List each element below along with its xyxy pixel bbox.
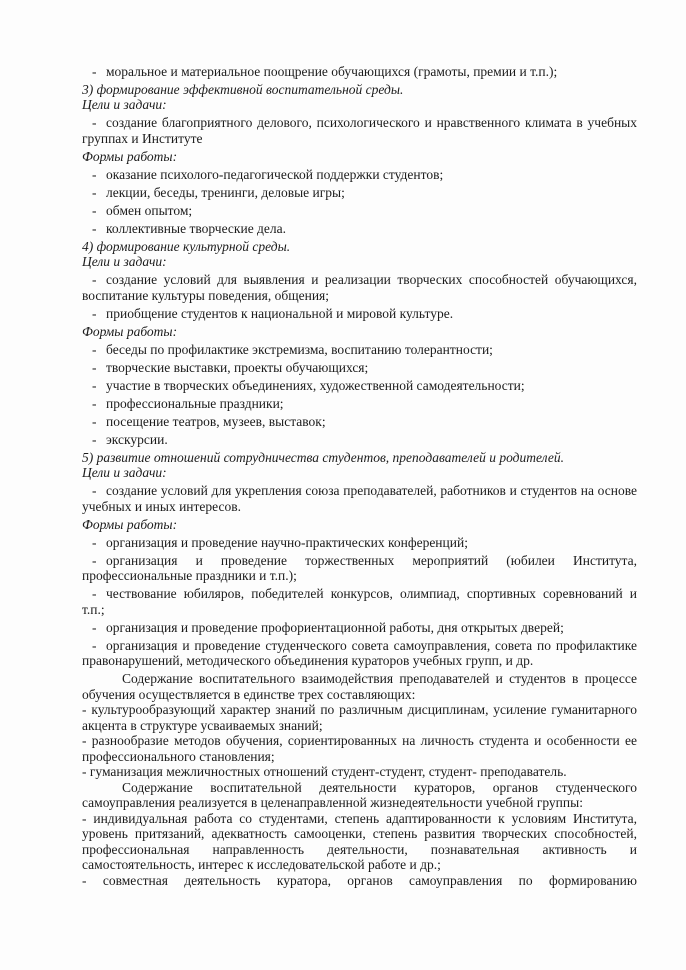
list-dash: - — [92, 220, 97, 236]
document-body — [82, 64, 637, 889]
list-dash: - — [92, 534, 97, 550]
list-dash: - — [92, 552, 97, 568]
paragraph-bullet: - беседы по профилактике экстремизма, воспитанию толерантности; — [92, 341, 493, 357]
paragraph-dash: - гуманизация межличностных отношений студент-студент, студент- преподаватель. — [82, 764, 567, 779]
paragraph-dash: - разнообразие методов обучения, сориентированных на личность студента и особенности ее профессионального становления; — [82, 733, 637, 764]
paragraph-heading-italic: 3) формирование эффективной воспитательной среды. — [82, 81, 404, 97]
list-dash: - — [92, 359, 97, 375]
list-dash: - — [92, 202, 97, 218]
paragraph-heading-italic: Цели и задачи: — [82, 97, 167, 112]
paragraph-heading-italic: 5) развитие отношений сотрудничества студентов, преподавателей и родителей. — [82, 449, 564, 465]
list-dash: - — [92, 272, 97, 287]
list-dash: - — [92, 483, 97, 498]
paragraph-bullet: - организация и проведение студенческого совета самоуправления, совета по профилактике правонарушений, методического объединения кураторов учебных групп, и др. — [82, 637, 637, 668]
paragraph-heading-italic: Цели и задачи: — [82, 465, 167, 480]
paragraph-heading-italic: Формы работы: — [82, 148, 178, 164]
paragraph-heading-italic: Формы работы: — [82, 323, 178, 339]
paragraph-heading-italic: Цели и задачи: — [82, 254, 167, 269]
paragraph-bullet: - обмен опытом; — [92, 202, 193, 218]
paragraph-heading-italic: 4) формирование культурной среды. — [82, 238, 291, 254]
paragraph-bullet: - моральное и материальное поощрение обучающихся (грамоты, премии и т.п.); — [92, 63, 558, 79]
list-dash: - — [92, 637, 97, 653]
list-dash: - — [92, 431, 97, 447]
list-dash: - — [92, 619, 97, 635]
paragraph-heading-italic: Формы работы: — [82, 516, 178, 532]
list-dash: - — [92, 341, 97, 357]
paragraph-bullet: - организация и проведение торжественных мероприятий (юбилеи Института, профессиональные праздники и т.п.); — [82, 552, 637, 583]
list-dash: - — [92, 377, 97, 393]
list-dash: - — [92, 166, 97, 182]
paragraph-dash: - совместная деятельность куратора, органов самоуправления по формированию — [82, 872, 637, 888]
paragraph-bullet: - оказание психолого-педагогической поддержки студентов; — [92, 166, 444, 182]
paragraph-bullet: - приобщение студентов к национальной и мировой культуре. — [92, 305, 454, 321]
paragraph-bullet: - организация и проведение научно-практических конференций; — [92, 534, 468, 550]
paragraph-bullet: - создание благоприятного делового, психологического и нравственного климата в учебных группах и Институте — [82, 115, 637, 146]
list-dash: - — [92, 395, 97, 411]
paragraph-indent: Содержание воспитательной деятельности кураторов, органов студенческого самоуправления реализуется в целенаправленной жизнедеятельности учебной группы: — [82, 779, 637, 810]
paragraph-bullet: - профессиональные праздники; — [92, 395, 284, 411]
list-dash: - — [92, 184, 97, 200]
paragraph-bullet: - экскурсии. — [92, 431, 168, 447]
list-dash: - — [92, 115, 97, 130]
list-dash: - — [92, 305, 97, 321]
paragraph-bullet: - создание условий для выявления и реализации творческих способностей обучающихся, воспитание культуры поведения, общения; — [82, 272, 637, 303]
paragraph-dash: - культурообразующий характер знаний по различным дисциплинам, усиление гуманитарного акцента в структуре усваиваемых знаний; — [82, 702, 637, 733]
paragraph-bullet: - чествование юбиляров, победителей конкурсов, олимпиад, спортивных соревнований и т.п.; — [82, 586, 637, 617]
paragraph-bullet: - творческие выставки, проекты обучающихся; — [92, 359, 369, 375]
paragraph-bullet: - создание условий для укрепления союза преподавателей, работников и студентов на основе учебных и иных интересов. — [82, 483, 637, 514]
paragraph-bullet: - лекции, беседы, тренинги, деловые игры; — [92, 184, 345, 200]
list-dash: - — [92, 586, 97, 601]
paragraph-bullet: - участие в творческих объединениях, художественной самодеятельности; — [92, 377, 525, 393]
list-dash: - — [92, 413, 97, 429]
list-dash: - — [92, 63, 97, 79]
paragraph-dash: - индивидуальная работа со студентами, степень адаптированности к условиям Института, уровень притязаний, адекватность самооценки, степень развития творческих способностей, профессиональная направленность деятельности, познавательная активность и самостоятельность, интерес к исследовательской работе и др.; — [82, 810, 637, 872]
paragraph-bullet: - коллективные творческие дела. — [92, 220, 287, 236]
paragraph-bullet: - организация и проведение профориентационной работы, дня открытых дверей; — [92, 619, 564, 635]
paragraph-indent: Содержание воспитательного взаимодействия преподавателей и студентов в процессе обучения осуществляется в единстве трех составляющих: — [82, 671, 637, 702]
paragraph-bullet: - посещение театров, музеев, выставок; — [92, 413, 326, 429]
